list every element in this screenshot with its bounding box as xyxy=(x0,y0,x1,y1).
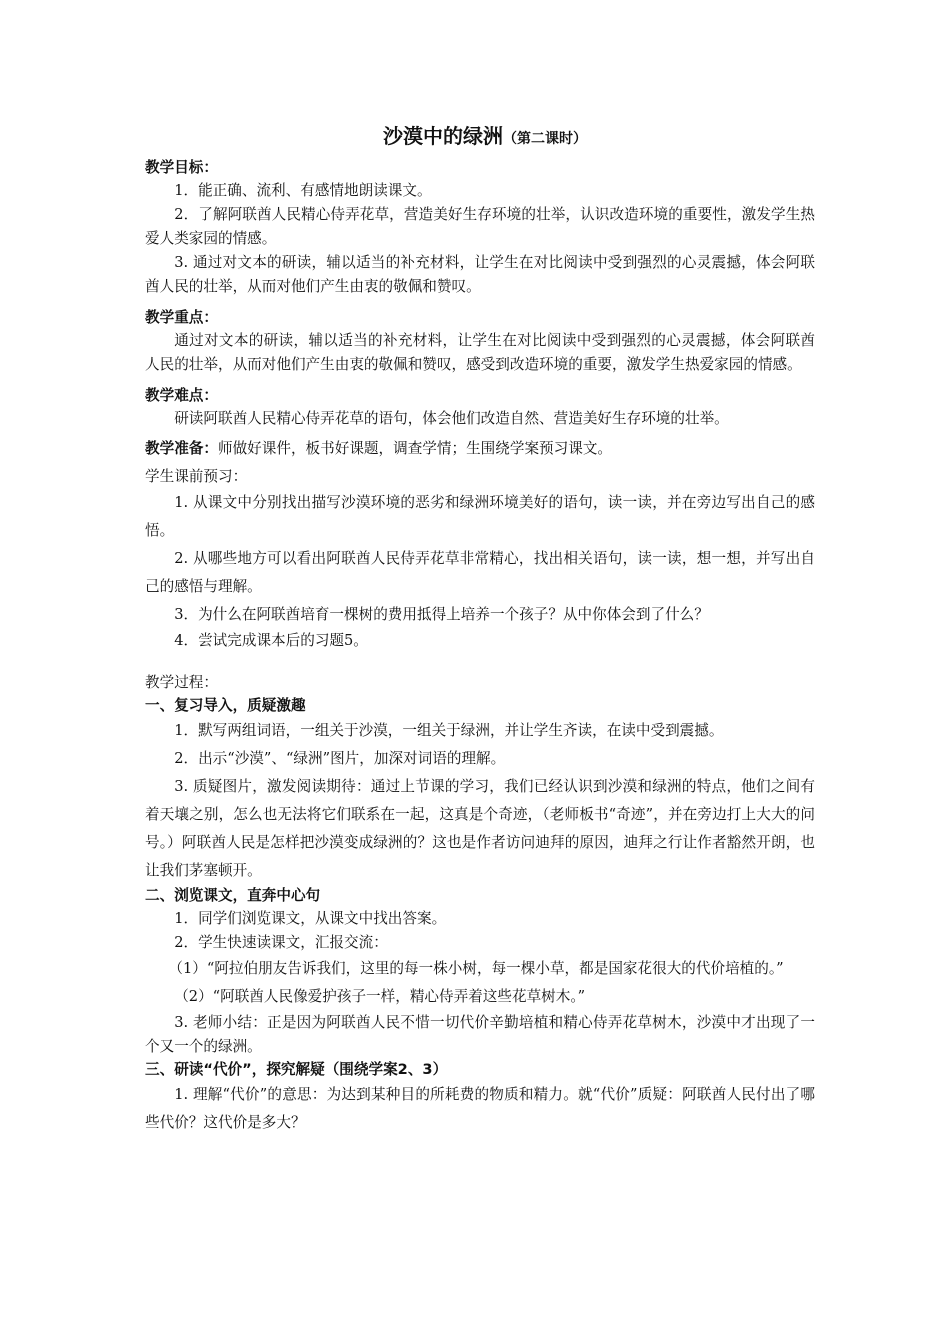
section-2-item: 1．同学们浏览课文，从课文中找出答案。 xyxy=(174,910,447,927)
difficulties-heading: 教学难点： xyxy=(145,387,218,404)
preview-item: 1. 从课文中分别找出描写沙漠环境的恶劣和绿洲环境美好的语句，读一读，并在旁边写出自己的感悟。 xyxy=(145,494,815,539)
objectives-heading: 教学目标： xyxy=(145,159,218,176)
document-page xyxy=(145,118,815,1137)
section-heading-2: 二、浏览课文，直奔中心句 xyxy=(145,887,321,904)
preview-item: 4．尝试完成课本后的习题5。 xyxy=(174,632,368,649)
section-2-item: （2）“阿联酋人民像爱护孩子一样，精心侍弄着这些花草树木。” xyxy=(174,988,586,1005)
preparation-text: 师做好课件，板书好课题，调查学情；生围绕学案预习课文。 xyxy=(217,440,613,457)
key-points-heading: 教学重点： xyxy=(145,309,218,326)
section-heading-1: 一、复习导入，质疑激趣 xyxy=(145,697,306,714)
objective-item: 2．了解阿联酋人民精心侍弄花草，营造美好生存环境的壮举，认识改造环境的重要性，激发学生热爱人类家园的情感。 xyxy=(145,206,815,247)
preview-heading: 学生课前预习： xyxy=(145,468,248,485)
preview-item: 2. 从哪些地方可以看出阿联酋人民侍弄花草非常精心，找出相关语句，读一读，想一想，并写出自己的感悟与理解。 xyxy=(145,550,815,595)
section-2-item: 2．学生快速读课文，汇报交流： xyxy=(174,934,388,951)
title-main: 沙漠中的绿洲 xyxy=(383,124,503,148)
section-heading-3: 三、研读“代价”，探究解疑（围绕学案2、3） xyxy=(145,1061,448,1078)
title-sub: （第二课时） xyxy=(503,131,587,147)
key-points-text: 通过对文本的研读，辅以适当的补充材料，让学生在对比阅读中受到强烈的心灵震撼，体会阿联酋人民的壮举，从而对他们产生由衷的敬佩和赞叹，感受到改造环境的重要，激发学生热爱家园的情感。 xyxy=(145,332,815,373)
section-3-item: 1. 理解“代价”的意思：为达到某种目的所耗费的物质和精力。就“代价”质疑：阿联酋人民付出了哪些代价？这代价是多大？ xyxy=(145,1086,815,1131)
preparation-heading: 教学准备： xyxy=(145,440,218,457)
section-2-item: 3. 老师小结：正是因为阿联酋人民不惜一切代价辛勤培植和精心侍弄花草树木，沙漠中才出现了一个又一个的绿洲。 xyxy=(145,1014,815,1055)
preparation-line xyxy=(145,437,815,461)
preview-item: 3．为什么在阿联酋培育一棵树的费用抵得上培养一个孩子？从中你体会到了什么？ xyxy=(174,606,709,623)
page-title xyxy=(155,118,815,157)
process-heading: 教学过程： xyxy=(145,674,218,691)
section-1-item: 3. 质疑图片，激发阅读期待：通过上节课的学习，我们已经认识到沙漠和绿洲的特点，他们之间有着天壤之别，怎么也无法将它们联系在一起，这真是个奇迹，（老师板书“奇迹”，并在旁边打上大大的问号。）阿联酋人民是怎样把沙漠变成绿洲的？这也是作者访问迪拜的原因，迪拜之行让作者豁然开朗，也让我们茅塞顿开。 xyxy=(145,778,815,879)
objective-item: 3. 通过对文本的研读，辅以适当的补充材料，让学生在对比阅读中受到强烈的心灵震撼，体会阿联酋人民的壮举，从而对他们产生由衷的敬佩和赞叹。 xyxy=(145,254,815,295)
difficulties-text: 研读阿联酋人民精心侍弄花草的语句，体会他们改造自然、营造美好生存环境的壮举。 xyxy=(174,410,729,427)
section-2-item: （1）“阿拉伯朋友告诉我们，这里的每一株小树，每一棵小草，都是国家花很大的代价培植的。” xyxy=(168,960,784,977)
section-1-item: 2．出示“沙漠”、“绿洲”图片，加深对词语的理解。 xyxy=(174,750,506,767)
section-1-item: 1．默写两组词语，一组关于沙漠，一组关于绿洲，并让学生齐读，在读中受到震撼。 xyxy=(174,722,724,739)
objective-item: 1．能正确、流利、有感情地朗读课文。 xyxy=(174,182,432,199)
